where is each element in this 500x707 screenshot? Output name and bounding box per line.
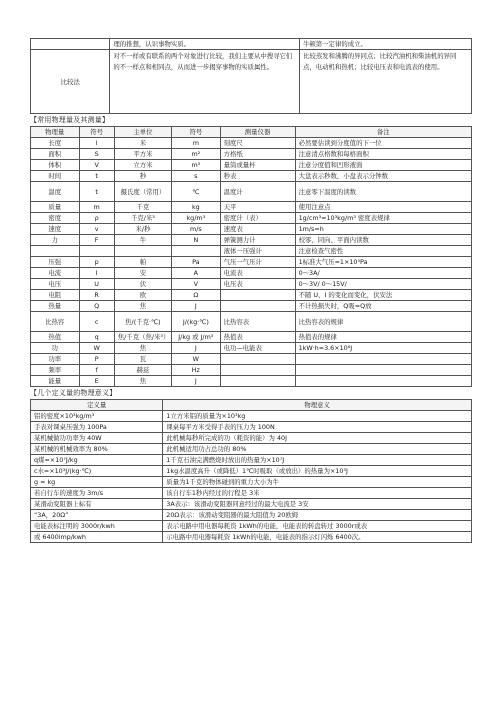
cell-instrument: 温度计 bbox=[220, 182, 295, 202]
cell-symbol: t bbox=[79, 182, 114, 202]
cell-notes bbox=[295, 354, 471, 365]
cell-physical-meaning: 此机械适用功占总功的 80% bbox=[163, 444, 472, 455]
cell-unit-symbol: kg/m³ bbox=[172, 213, 221, 224]
cell-unit-symbol: m² bbox=[172, 149, 221, 160]
cell-unit: 焦 bbox=[114, 376, 171, 387]
cell-unit-symbol: m/s bbox=[172, 224, 221, 235]
cell-physical-meaning: 质量为1千克的物体碰到的重力大小为牛 bbox=[163, 477, 472, 488]
cell-symbol: R bbox=[79, 290, 114, 301]
cell-notes: 使用注意点 bbox=[295, 202, 471, 213]
cell-instrument: 电功—电能表 bbox=[220, 343, 295, 354]
cell-unit: 赫兹 bbox=[114, 365, 171, 376]
cell-instrument: 密度计（表） bbox=[220, 213, 295, 224]
quantity-header-row bbox=[31, 127, 472, 138]
header-unit: 主单位 bbox=[114, 127, 171, 138]
definition-row bbox=[31, 488, 472, 499]
cell-notes bbox=[295, 376, 471, 387]
method-row bbox=[31, 39, 472, 50]
cell-unit-symbol: kg bbox=[172, 202, 221, 213]
cell-symbol: W bbox=[79, 343, 114, 354]
cell-unit: 秒 bbox=[114, 171, 171, 182]
cell-instrument: 刻度尺 bbox=[220, 138, 295, 149]
cell-quantity: 电压 bbox=[31, 279, 80, 290]
cell-unit: 瓦 bbox=[114, 354, 171, 365]
cell-notes: 注意零下温度的读数 bbox=[295, 182, 471, 202]
cell-unit: 米 bbox=[114, 138, 171, 149]
cell-unit-symbol: s bbox=[172, 171, 221, 182]
quantity-row bbox=[31, 182, 472, 202]
definition-row bbox=[31, 422, 472, 433]
cell-unit: 焦 bbox=[114, 301, 171, 312]
cell-physical-meaning: 1立方米铝的质量为×10³kg bbox=[163, 411, 472, 422]
definition-row bbox=[31, 510, 472, 521]
cell-defined-quantity: “3A，20Ω” bbox=[31, 510, 163, 521]
cell-defined-quantity: 若自行车的速度为 3m/s bbox=[31, 488, 163, 499]
cell-quantity: 面积 bbox=[31, 149, 80, 160]
cell-notes: 热值表的规律 bbox=[295, 332, 471, 343]
cell-defined-quantity: q煤=×10⁷J/kg bbox=[31, 455, 163, 466]
cell-unit-symbol: Ω bbox=[172, 290, 221, 301]
method-example: 比较蒸发和沸腾的异同点；比较汽油机和柴油机的异同点，电动机和热机；比较电压表和电流表的使用。 bbox=[300, 50, 472, 114]
definition-row bbox=[31, 444, 472, 455]
cell-instrument: 热值表 bbox=[220, 332, 295, 343]
cell-notes: 1m/s=h bbox=[295, 224, 471, 235]
cell-defined-quantity: 某机械的机械效率为 80% bbox=[31, 444, 163, 455]
cell-unit-symbol: J/(kg·℃) bbox=[172, 312, 221, 332]
cell-symbol: ρ bbox=[79, 213, 114, 224]
cell-symbol: U bbox=[79, 279, 114, 290]
cell-quantity: 时间 bbox=[31, 171, 80, 182]
cell-symbol: I bbox=[79, 268, 114, 279]
cell-symbol: m bbox=[79, 202, 114, 213]
cell-notes: 必然要估读到分度值的下一位 bbox=[295, 138, 471, 149]
cell-instrument: 量筒或量杯 bbox=[220, 160, 295, 171]
cell-quantity: 速度 bbox=[31, 224, 80, 235]
cell-instrument: 电流表 bbox=[220, 268, 295, 279]
cell-defined-quantity: 某机械做功功率为 40W bbox=[31, 433, 163, 444]
quantity-table bbox=[30, 126, 472, 387]
cell-instrument bbox=[220, 301, 295, 312]
cell-notes: 注意检查气密性 bbox=[295, 246, 471, 257]
header-quantity: 物理量 bbox=[31, 127, 80, 138]
quantity-row bbox=[31, 246, 472, 257]
cell-symbol: Q bbox=[79, 301, 114, 312]
cell-notes: 0～3A/ bbox=[295, 268, 471, 279]
quantity-row bbox=[31, 224, 472, 235]
method-description: 对不一样或有联系的两个对象进行比较，我们主要从中搜寻它们的不一样点和相同点，从而进一步揭穿事物的实质属性。 bbox=[110, 50, 300, 114]
cell-unit-symbol: V bbox=[172, 279, 221, 290]
cell-unit-symbol: Pa bbox=[172, 257, 221, 268]
cell-unit: 帕 bbox=[114, 257, 171, 268]
cell-symbol: q bbox=[79, 332, 114, 343]
cell-quantity: 比热容 bbox=[31, 312, 80, 332]
quantity-row bbox=[31, 279, 472, 290]
cell-notes: 1标准大气压=1×10⁵Pa bbox=[295, 257, 471, 268]
cell-unit-symbol: m bbox=[172, 138, 221, 149]
cell-unit-symbol: J bbox=[172, 376, 221, 387]
cell-instrument: 比热容表 bbox=[220, 312, 295, 332]
header-symbol: 符号 bbox=[79, 127, 114, 138]
header-physical-meaning: 物理意义 bbox=[163, 400, 472, 411]
cell-defined-quantity: c水=×10³J/(kg·℃) bbox=[31, 466, 163, 477]
cell-unit-symbol: m³ bbox=[172, 160, 221, 171]
cell-quantity: 长度 bbox=[31, 138, 80, 149]
cell-instrument: 天平 bbox=[220, 202, 295, 213]
cell-symbol: S bbox=[79, 149, 114, 160]
cell-notes: 比热容表的规律 bbox=[295, 312, 471, 332]
cell-unit: 千克 bbox=[114, 202, 171, 213]
cell-quantity: 电阻 bbox=[31, 290, 80, 301]
cell-physical-meaning: 示电路中用电器每耗资 1kWh的电能，电能表的指示灯闪烁 6400次。 bbox=[163, 532, 472, 543]
cell-symbol: f bbox=[79, 365, 114, 376]
cell-instrument: 方格纸 bbox=[220, 149, 295, 160]
cell-defined-quantity: 或 6400imp/kwh bbox=[31, 532, 163, 543]
method-label: 比较法 bbox=[31, 50, 110, 114]
cell-notes: 校零、同向、平面内读数 bbox=[295, 235, 471, 246]
cell-unit-symbol: N bbox=[172, 235, 221, 246]
cell-instrument: 秒表 bbox=[220, 171, 295, 182]
cell-instrument bbox=[220, 365, 295, 376]
definition-row bbox=[31, 532, 472, 543]
quantity-row bbox=[31, 160, 472, 171]
quantity-row bbox=[31, 171, 472, 182]
cell-symbol: E bbox=[79, 376, 114, 387]
quantity-row bbox=[31, 290, 472, 301]
definition-header-row bbox=[31, 400, 472, 411]
cell-physical-meaning: 20Ω表示：该滑动变阻器的最大阻值为 20欧姆 bbox=[163, 510, 472, 521]
quantity-row bbox=[31, 343, 472, 354]
cell-quantity: 热量 bbox=[31, 301, 80, 312]
header-notes: 备注 bbox=[295, 127, 471, 138]
definition-table bbox=[30, 399, 472, 543]
cell-unit: 立方米 bbox=[114, 160, 171, 171]
definition-row bbox=[31, 499, 472, 510]
cell-unit-symbol: Hz bbox=[172, 365, 221, 376]
cell-notes: 1kW·h=3.6×10⁶J bbox=[295, 343, 471, 354]
cell-defined-quantity: 电能表标注明的 3000r/kwh bbox=[31, 521, 163, 532]
cell-defined-quantity: g = kg bbox=[31, 477, 163, 488]
cell-physical-meaning: 表示电路中用电器每耗资 1kWh的电能，电能表的转盘转过 3000r或表 bbox=[163, 521, 472, 532]
cell-quantity: 力 bbox=[31, 235, 80, 246]
cell-physical-meaning: 3A表示：该滑动变阻器同意经过的最大电流是 3安 bbox=[163, 499, 472, 510]
cell-instrument: 液体一压强计 bbox=[220, 246, 295, 257]
cell-unit-symbol bbox=[172, 246, 221, 257]
cell-symbol: l bbox=[79, 138, 114, 149]
cell-physical-meaning: 此机械每秒所完成的功（耗资的能）为 40J bbox=[163, 433, 472, 444]
cell-symbol: v bbox=[79, 224, 114, 235]
cell-unit: 牛 bbox=[114, 235, 171, 246]
cell-defined-quantity: 手表对课桌压强为 100Pa bbox=[31, 422, 163, 433]
cell-unit: 焦 bbox=[114, 343, 171, 354]
document-page bbox=[30, 38, 472, 543]
cell-instrument bbox=[220, 376, 295, 387]
cell-quantity: 频率 bbox=[31, 365, 80, 376]
cell-symbol: t bbox=[79, 171, 114, 182]
cell-symbol: F bbox=[79, 235, 114, 246]
cell-notes: 1g/cm³=10³kg/m³ 密度表规律 bbox=[295, 213, 471, 224]
cell-instrument bbox=[220, 290, 295, 301]
definition-row bbox=[31, 455, 472, 466]
quantity-row bbox=[31, 354, 472, 365]
quantity-row bbox=[31, 312, 472, 332]
section-title-quantities: 【常用物理量及其测量】 bbox=[30, 116, 110, 124]
cell-instrument: 气压一气压计 bbox=[220, 257, 295, 268]
cell-defined-quantity: 铝的密度×10³kg/m³ bbox=[31, 411, 163, 422]
cell-unit: 米/秒 bbox=[114, 224, 171, 235]
cell-notes: 大盘表示秒数，小盘表示分钟数 bbox=[295, 171, 471, 182]
quantity-row bbox=[31, 149, 472, 160]
definition-row bbox=[31, 477, 472, 488]
quantity-row bbox=[31, 235, 472, 246]
definition-row bbox=[31, 466, 472, 477]
section-title-definitions: 【几个定义量的物理意义】 bbox=[30, 389, 117, 397]
definition-row bbox=[31, 433, 472, 444]
cell-unit-symbol: J/kg 或 J/m³ bbox=[172, 332, 221, 343]
method-label bbox=[31, 39, 110, 50]
quantity-row bbox=[31, 202, 472, 213]
header-instrument: 测量仪器 bbox=[220, 127, 295, 138]
cell-quantity: 质量 bbox=[31, 202, 80, 213]
cell-quantity: 能量 bbox=[31, 376, 80, 387]
cell-instrument: 弹簧测力计 bbox=[220, 235, 295, 246]
cell-quantity: 密度 bbox=[31, 213, 80, 224]
cell-unit: 焦/(千克·℃) bbox=[114, 312, 171, 332]
quantity-row bbox=[31, 332, 472, 343]
header-unit-symbol: 符号 bbox=[172, 127, 221, 138]
cell-symbol: p bbox=[79, 257, 114, 268]
cell-instrument: 速度表 bbox=[220, 224, 295, 235]
cell-notes: 不计热损失时，Q吸=Q放 bbox=[295, 301, 471, 312]
method-example: 牛顿第一定律的成立。 bbox=[300, 39, 472, 50]
definition-row bbox=[31, 411, 472, 422]
cell-symbol: P bbox=[79, 354, 114, 365]
cell-symbol: c bbox=[79, 312, 114, 332]
cell-quantity bbox=[31, 246, 80, 257]
cell-unit: 摄氏度（常用） bbox=[114, 182, 171, 202]
method-row bbox=[31, 50, 472, 114]
cell-quantity: 压强 bbox=[31, 257, 80, 268]
cell-symbol bbox=[79, 246, 114, 257]
cell-symbol: V bbox=[79, 160, 114, 171]
cell-unit: 伏 bbox=[114, 279, 171, 290]
cell-instrument bbox=[220, 354, 295, 365]
cell-instrument: 电压表 bbox=[220, 279, 295, 290]
cell-unit: 欧 bbox=[114, 290, 171, 301]
quantity-row bbox=[31, 138, 472, 149]
cell-notes: 注意清点格数和每格面积 bbox=[295, 149, 471, 160]
cell-unit: 千克/米³ bbox=[114, 213, 171, 224]
quantity-row bbox=[31, 268, 472, 279]
quantity-row bbox=[31, 213, 472, 224]
header-defined-quantity: 定义量 bbox=[31, 400, 163, 411]
cell-unit bbox=[114, 246, 171, 257]
cell-notes bbox=[295, 365, 471, 376]
method-description: 理的推想，认识事物实质。 bbox=[110, 39, 300, 50]
cell-notes: 不随 U、I 的变化而变化，伏安法 bbox=[295, 290, 471, 301]
quantity-row bbox=[31, 376, 472, 387]
cell-physical-meaning: 1kg水温度高升（或降低）1℃时吸取（或放出）的热量为×10³J bbox=[163, 466, 472, 477]
cell-quantity: 热值 bbox=[31, 332, 80, 343]
cell-notes: 0～3V/ 0～15V/ bbox=[295, 279, 471, 290]
cell-quantity: 体积 bbox=[31, 160, 80, 171]
cell-quantity: 温度 bbox=[31, 182, 80, 202]
cell-notes: 注意分度值和凹形液面 bbox=[295, 160, 471, 171]
cell-physical-meaning: 1千克石油完满燃烧时放出的热量为×10⁷J bbox=[163, 455, 472, 466]
cell-unit-symbol: J bbox=[172, 301, 221, 312]
quantity-row bbox=[31, 257, 472, 268]
cell-unit-symbol: ℃ bbox=[172, 182, 221, 202]
cell-quantity: 电流 bbox=[31, 268, 80, 279]
cell-physical-meaning: 课桌每平方米受得手表的压力为 100N bbox=[163, 422, 472, 433]
quantity-row bbox=[31, 365, 472, 376]
definition-row bbox=[31, 521, 472, 532]
cell-unit: 焦/千克（焦/米³） bbox=[114, 332, 171, 343]
cell-unit-symbol: W bbox=[172, 354, 221, 365]
cell-unit: 安 bbox=[114, 268, 171, 279]
cell-unit-symbol: J bbox=[172, 343, 221, 354]
quantity-row bbox=[31, 301, 472, 312]
cell-physical-meaning: 该自行车1秒内经过的行程是 3米 bbox=[163, 488, 472, 499]
method-table bbox=[30, 38, 472, 114]
cell-defined-quantity: 某滑动变阻器上标有 bbox=[31, 499, 163, 510]
cell-quantity: 功 bbox=[31, 343, 80, 354]
cell-unit-symbol: A bbox=[172, 268, 221, 279]
cell-unit: 平方米 bbox=[114, 149, 171, 160]
cell-quantity: 功率 bbox=[31, 354, 80, 365]
